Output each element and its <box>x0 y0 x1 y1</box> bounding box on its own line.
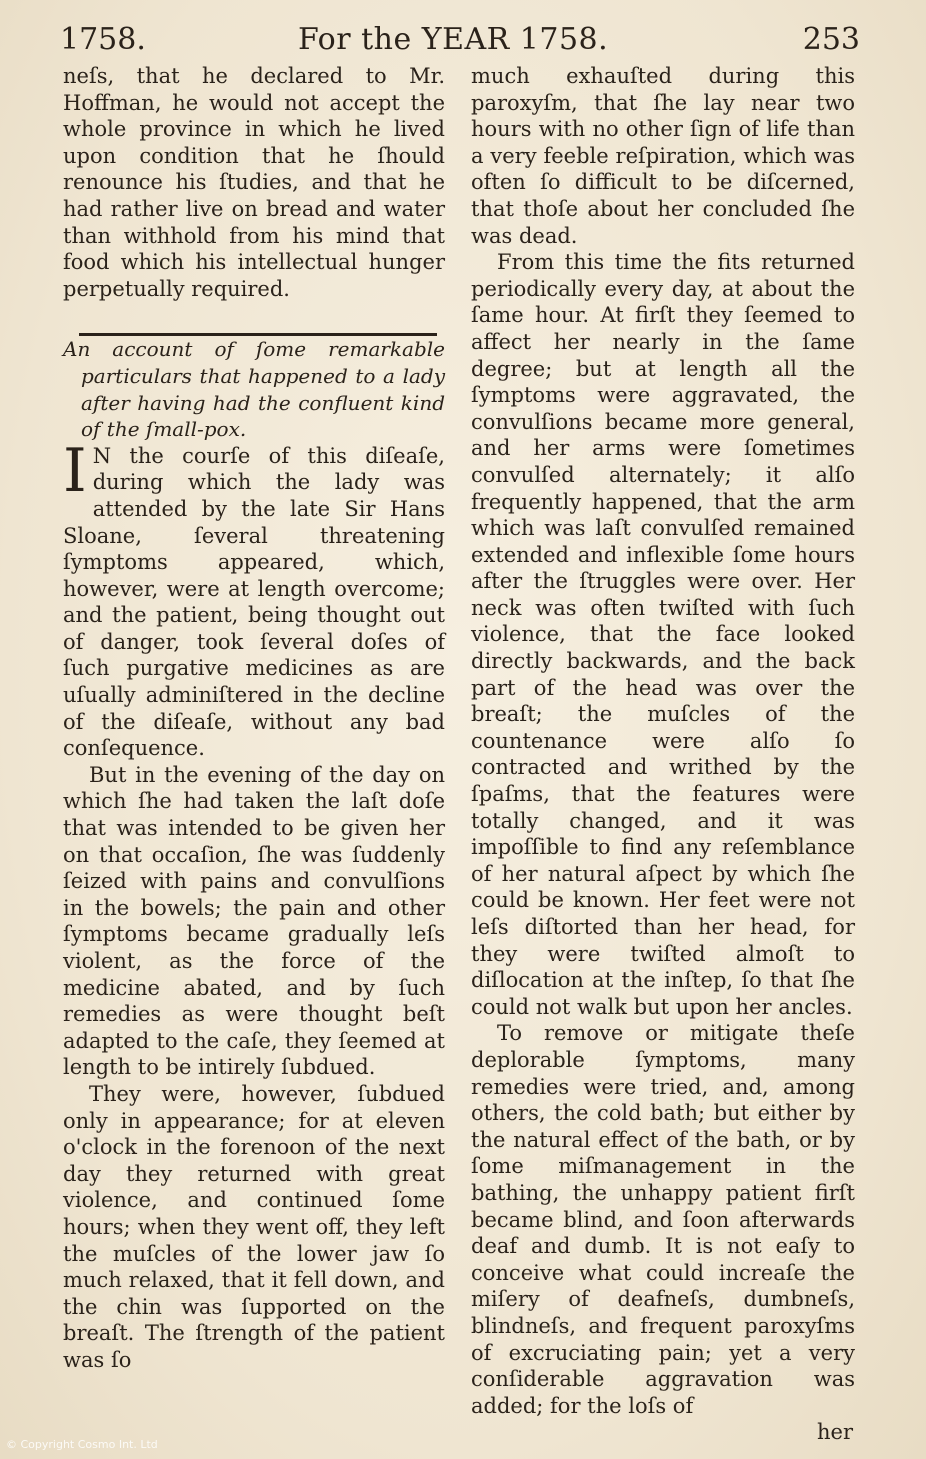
catchword: her <box>817 1420 853 1445</box>
left-column <box>63 63 445 1374</box>
article-title: An account of ſome remarkable particulars that happened to a lady after having had the confluent kind of the ſmall-pox. <box>63 337 445 442</box>
page-number: 253 <box>802 22 860 57</box>
running-header <box>60 20 860 60</box>
header-year-left: 1758. <box>60 22 146 57</box>
right-carryover-paragraph: much exhauſted during this paroxyſm, that ſhe lay near two hours with no other ſign of life than a very feeble reſpiration, which was often ſo difficult to be diſcerned, that thoſe about her concluded ſhe was dead. <box>471 64 855 248</box>
drop-cap: I <box>63 435 87 506</box>
right-paragraph-2: To remove or mitigate theſe deplorable ſymptoms, many remedies were tried, and, among others, the cold bath; but either by the natural effect of the bath, or by ſome miſmanagement in the bathing, the unhappy patient firſt became blind, and ſoon afterwards deaf and dumb. It is not eaſy to conceive what could increaſe the miſery of deafneſs, dumbneſs, blindneſs, and frequent paroxyſms of excruciating pain; yet a very conſiderable aggravation was added; for the loſs of <box>471 1021 855 1418</box>
copyright-watermark: © Copyright Cosmo Int. Ltd <box>6 1438 158 1451</box>
right-paragraph-1: From this time the fits returned periodically every day, at about the ſame hour. At firſt they ſeemed to affect her nearly in the ſame degree; but at length all the ſymptoms were aggravated, the convulſions became more general, and her arms were ſometimes convulſed alternately; it alſo frequently happened, that the arm which was laſt convulſed remained extended and inflexible ſome hours after the ſtruggles were over. Her neck was often twiſted with ſuch violence, that the face looked directly backwards, and the back part of the head was over the breaſt; the muſcles of the countenance were alſo ſo contracted and writhed by the ſpaſms, that the features were totally changed, and it was impoſſible to find any reſemblance of her natural aſpect by which ſhe could be known. Her feet were not leſs diſtorted than her head, for they were twiſted almoſt to diſlocation at the inſtep, ſo that ſhe could not walk but upon her ancles. <box>471 250 855 1019</box>
carryover-paragraph: neſs, that he declared to Mr. Hoffman, he would not accept the whole province in which he lived upon condition that he ſhould renounce his ſtudies, and that he had rather live on bread and water than withhold from his mind that food which his intellectual hunger perpetually required. <box>63 64 445 301</box>
right-column <box>471 63 855 1446</box>
article-paragraph-2: But in the evening of the day on which ſhe had taken the laſt doſe that was intended to be given her on that occaſion, ſhe was ſuddenly ſeized with pains and convulſions in the bowels; the pain and other ſymptoms became gradually leſs violent, as the force of the medicine abated, and by ſuch remedies as were thought beſt adapted to the caſe, they ſeemed at length to be intirely ſubdued. <box>63 762 445 1080</box>
article-paragraph-3: They were, however, ſubdued only in appearance; for at eleven o'clock in the forenoon of the next day they returned with great violence, and continued ſome hours; when they went off, they left the muſcles of the lower jaw ſo much relaxed, that it fell down, and the chin was ſupported on the breaſt. The ſtrength of the patient was ſo <box>63 1081 445 1372</box>
paragraph-1-text: N the courſe of this diſeaſe, during which the lady was attended by the late Sir Hans Sloane, ſeveral threatening ſymptoms appeared, which, however, were at length overcome; and the patient, being thought out of danger, took ſeveral doſes of ſuch purgative medicines as are uſually adminiſtered in the decline of the diſeaſe, without any bad conſequence. <box>63 443 445 761</box>
header-title: For the YEAR 1758. <box>298 22 609 57</box>
article-paragraph-1 <box>63 435 445 762</box>
